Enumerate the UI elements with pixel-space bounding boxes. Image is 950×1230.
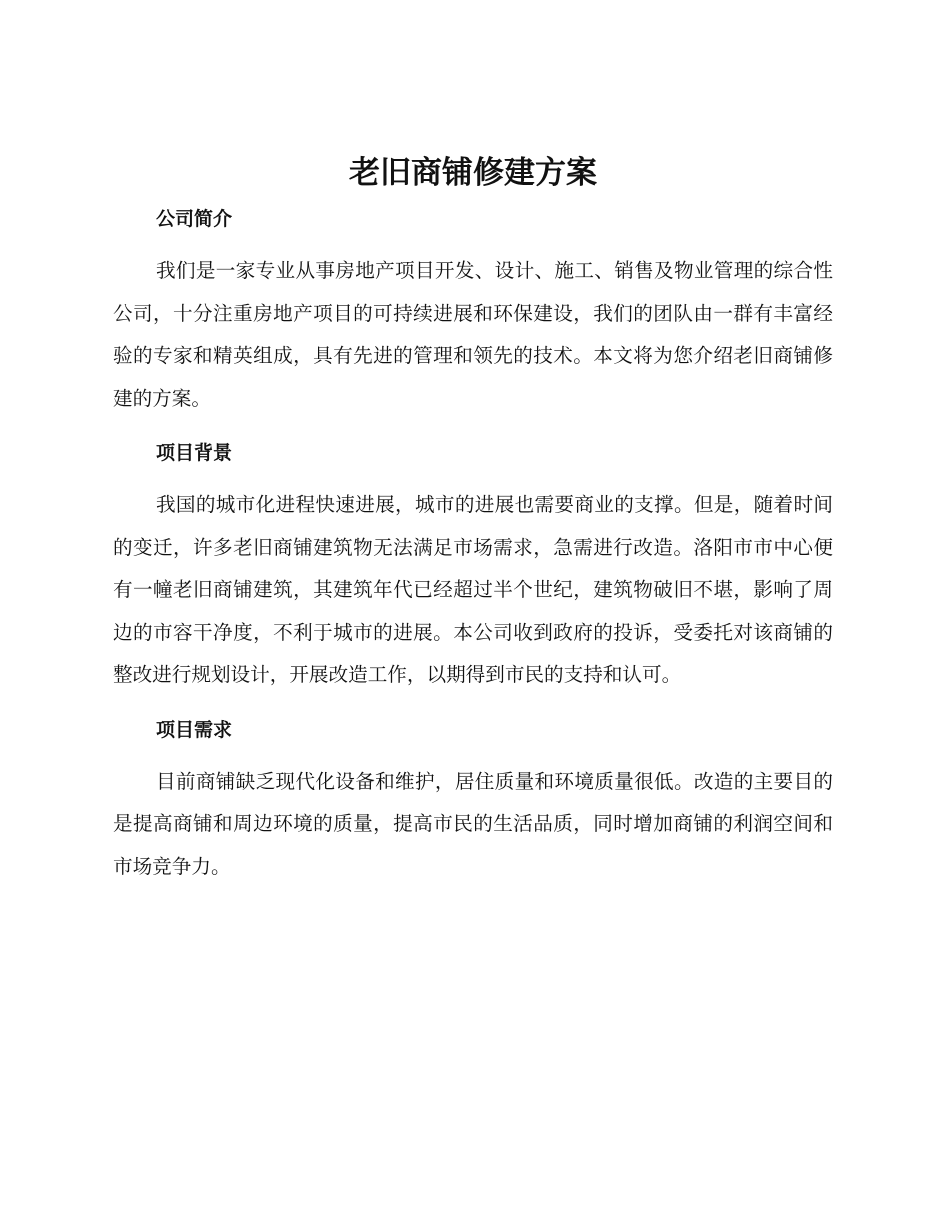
section-project-background	[113, 432, 833, 697]
document-title: 老旧商铺修建方案	[349, 155, 597, 191]
document-content	[113, 150, 833, 888]
section-heading: 公司简介	[156, 208, 233, 230]
section-heading: 项目需求	[156, 718, 233, 741]
section-paragraph: 目前商铺缺乏现代化设备和维护，居住质量和环境质量很低。改造的主要目的是提高商铺和周边环境的质量，提高市民的生活品质，同时增加商铺的利润空间和市场竞争力。	[113, 769, 833, 878]
section-heading: 项目背景	[156, 442, 233, 464]
section-company-intro	[113, 198, 833, 420]
section-project-requirements	[113, 709, 833, 889]
section-paragraph: 我们是一家专业从事房地产项目开发、设计、施工、销售及物业管理的综合性公司，十分注重房地产项目的可持续进展和环保建设，我们的团队由一群有丰富经验的专家和精英组成，具有先进的管理和领先的技术。本文将为您介绍老旧商铺修建的方案。	[113, 259, 833, 410]
section-paragraph: 我国的城市化进程快速进展，城市的进展也需要商业的支撑。但是，随着时间的变迁，许多老旧商铺建筑物无法满足市场需求，急需进行改造。洛阳市市中心便有一幢老旧商铺建筑，其建筑年代已经超过半个世纪，建筑物破旧不堪，影响了周边的市容干净度，不利于城市的进展。本公司收到政府的投诉，受委托对该商铺的整改进行规划设计，开展改造工作，以期得到市民的支持和认可。	[113, 493, 833, 686]
